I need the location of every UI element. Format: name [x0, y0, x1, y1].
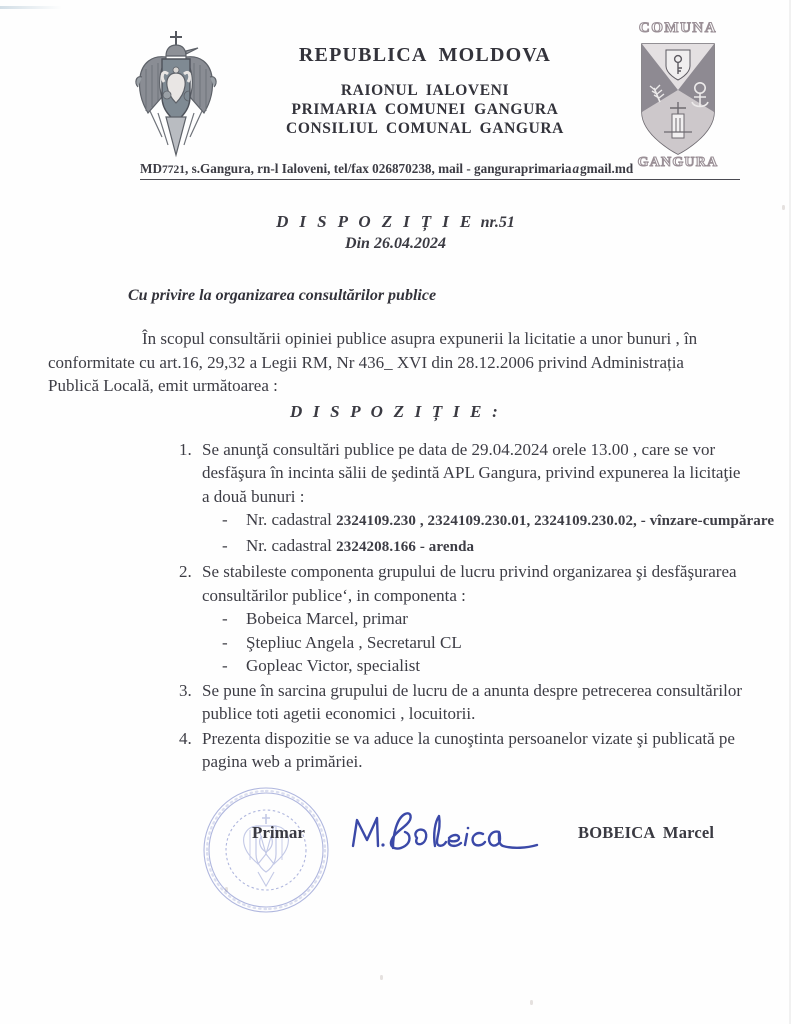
list-item	[196, 679, 791, 726]
moldova-coat-of-arms-icon	[128, 25, 224, 165]
ordered-items-list	[0, 438, 791, 774]
item-text: 4. Prezenta dispozitie se va aduce la cunoştinta persoanelor vizate şi publicată pe pagina web a primăriei.	[202, 728, 735, 771]
subitem-prefix: Nr. cadastral	[246, 510, 337, 529]
sub-items-list	[202, 607, 791, 678]
contact-prefix: MD	[140, 161, 162, 176]
subitem-prefix: Ştepliuc Angela , Secretarul CL	[246, 632, 462, 652]
list-item	[196, 438, 791, 560]
contact-at-symbol: a	[572, 161, 580, 176]
list-item	[220, 534, 791, 560]
contact-domain: gmail.md	[580, 161, 634, 176]
document-subject: Cu privire la organizarea consultărilor publice	[128, 287, 437, 304]
preamble-paragraph: În scopul consultării opiniei publice asupra expunerii la licitatie a unor bunuri , în conformitate cu art.16, 29,32 a Legii RM, Nr 436_ XVI din 28.12.2006 privind Administrația Publică Locală, emit următoarea :	[48, 329, 698, 395]
contact-postal-code: 7721	[161, 164, 185, 176]
contact-rest: , s.Gangura, rn-l Ialoveni, tel/fax 026870238, mail - ganguraprimaria	[184, 161, 572, 176]
item-text: 3. Se pune în sarcina grupului de lucru de a anunta despre petrecerea consultărilor publice toti agetii economici , locuitorii.	[202, 680, 742, 723]
list-item	[220, 654, 791, 678]
item-text: 1. Se anunţă consultări publice pe data de 29.04.2024 orele 13.00 , care se vor desfăşura în incinta sălii de şedintă APL Gangura, privind expunerea la licitaţie a două bunuri :	[202, 439, 741, 506]
org-line-council: CONSILIUL COMUNAL GANGURA	[286, 120, 564, 137]
list-item	[220, 631, 791, 655]
sub-items-list	[202, 508, 791, 559]
header-title-block	[230, 44, 620, 138]
list-item	[220, 508, 791, 534]
org-line-mayoralty: PRIMARIA COMUNEI GANGURA	[291, 101, 559, 118]
handwritten-signature	[345, 804, 565, 864]
signature-role-label: Primar	[252, 822, 305, 842]
commune-emblem-top-text: COMUNA	[638, 20, 718, 36]
list-item	[196, 560, 791, 678]
scan-speckle	[782, 205, 785, 210]
subitem-bold: 2324109.230 , 2324109.230.01, 2324109.230.02, - vînzare-cumpărare	[336, 513, 775, 529]
list-item	[196, 727, 791, 774]
subitem-prefix: Gopleac Victor, specialist	[246, 656, 421, 675]
commune-coat-of-arms-icon	[622, 14, 734, 170]
org-line-district: RAIONUL IALOVENI	[340, 82, 510, 99]
title-word: D I S P O Z I Ț I E	[276, 212, 475, 231]
signature-name: BOBEICA Marcel	[578, 822, 715, 842]
subitem-bold: 2324208.166 - arenda	[336, 538, 475, 555]
scan-speckle	[380, 975, 383, 980]
document-header	[0, 0, 791, 176]
country-title: REPUBLICA MOLDOVA	[298, 44, 552, 66]
item-text: 2. Se stabileste componenta grupului de lucru privind organizarea şi desfăşurarea consultărilor publice‘, in componenta :	[202, 562, 737, 605]
order-heading: D I S P O Z I Ț I E :	[289, 401, 502, 421]
list-item	[220, 607, 791, 631]
commune-emblem-bottom-text: GANGURA	[637, 155, 719, 170]
title-number: nr.51	[480, 214, 515, 231]
signature-block	[0, 796, 791, 906]
document-title	[0, 212, 791, 232]
document-date: Din 26.04.2024	[345, 235, 446, 252]
subitem-prefix: Nr. cadastral	[246, 535, 337, 555]
scan-speckle	[530, 1000, 533, 1005]
contact-line	[140, 161, 740, 180]
subitem-prefix: Bobeica Marcel, primar	[246, 609, 408, 628]
official-seal-stamp	[196, 780, 336, 920]
